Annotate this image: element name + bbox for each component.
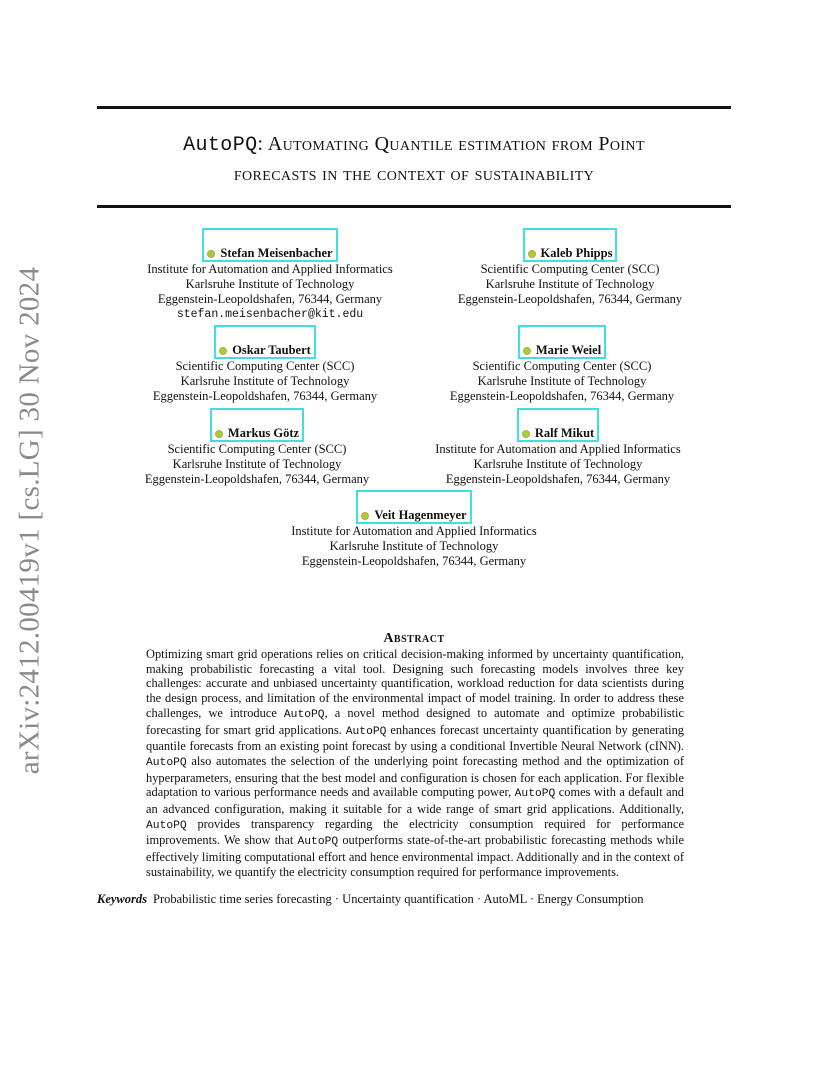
author-name-highlight — [518, 325, 606, 359]
author-affiliation: Karlsruhe Institute of Technology — [172, 457, 342, 471]
author-name-highlight — [214, 325, 316, 359]
author-affiliation: Eggenstein-Leopoldshafen, 76344, Germany — [301, 554, 527, 568]
orcid-icon[interactable] — [215, 430, 223, 438]
arxiv-stamp-text: arXiv:2412.00419v1 [cs.LG] 30 Nov 2024 — [13, 266, 46, 774]
abstract-text: enhances forecast uncertainty quantification by generating quantile forecasts from an existing point forecast by using a conditional Invertible Neural Network (cINN). — [146, 722, 685, 754]
author-affiliation: Eggenstein-Leopoldshafen, 76344, Germany — [457, 292, 683, 306]
abstract-text: comes with a default and an advanced configuration, making it suitable for a wide range of smart grid applications. Additionally, — [146, 785, 684, 817]
method-name: AutoPQ — [514, 788, 556, 801]
abstract-text: also automates the selection of the underlying point forecasting method and the optimization of hyperparameters, ensuring that the best model and configuration is chosen for each application. For flexible adaptation to various performance needs and available computing power, — [146, 753, 684, 800]
author-affiliation: Eggenstein-Leopoldshafen, 76344, Germany — [157, 292, 383, 306]
author-name: Marie Weiel — [535, 343, 602, 357]
title-method-name: AutoPQ — [183, 134, 258, 157]
author-name-highlight — [523, 228, 618, 262]
method-name: AutoPQ — [283, 708, 325, 721]
author-affiliation: Eggenstein-Leopoldshafen, 76344, Germany — [152, 389, 378, 403]
keywords-text: Probabilistic time series forecasting · Uncertainty quantification · AutoML · Energy Consumption — [153, 892, 644, 906]
author-block-5 — [107, 428, 407, 487]
method-name: AutoPQ — [345, 725, 387, 738]
author-block-3 — [115, 345, 415, 404]
method-name: AutoPQ — [297, 836, 339, 849]
abstract-text: provides transparency regarding the electricity consumption required for performance improvements. We show that — [146, 816, 684, 848]
author-name: Veit Hagenmeyer — [374, 508, 467, 522]
top-rule — [97, 106, 731, 109]
author-block-1 — [120, 248, 420, 322]
abstract-body — [146, 647, 684, 880]
author-affiliation: Karlsruhe Institute of Technology — [185, 277, 355, 291]
method-name: AutoPQ — [146, 756, 187, 769]
author-affiliation: Institute for Automation and Applied Informatics — [435, 442, 681, 456]
author-name-highlight — [517, 408, 599, 442]
author-block-6 — [408, 428, 708, 487]
arxiv-side-stamp — [6, 266, 54, 774]
author-affiliation: Scientific Computing Center (SCC) — [167, 442, 347, 456]
orcid-icon[interactable] — [528, 250, 536, 258]
author-block-2 — [420, 248, 720, 307]
author-affiliation: Eggenstein-Leopoldshafen, 76344, Germany — [449, 389, 675, 403]
title-line-1-rest: : Automating Quantile estimation from Point — [257, 133, 645, 155]
bottom-rule — [97, 205, 731, 208]
author-block-7 — [264, 510, 564, 569]
abstract-text: , a novel method designed to automate and optimize probabilistic forecasting for smart grid applications. — [146, 705, 684, 737]
abstract-text: Optimizing smart grid operations relies on critical decision-making informed by uncertainty quantification, making probabilistic forecasting a vital tool. Designing such forecasting models involves three key challenges: accurate and unbiased uncertainty quantification, workload reduction for data scientists during the design process, and limitation of the environmental impact of model training. In order to address these challenges, we introduce — [146, 647, 684, 720]
author-affiliation: Karlsruhe Institute of Technology — [477, 374, 647, 388]
author-affiliation: Eggenstein-Leopoldshafen, 76344, Germany — [445, 472, 671, 486]
author-name: Ralf Mikut — [534, 426, 595, 440]
author-name: Kaleb Phipps — [540, 246, 613, 260]
author-name-highlight — [356, 490, 471, 524]
paper-title — [97, 130, 731, 189]
author-name: Oskar Taubert — [232, 343, 311, 357]
abstract-heading: Abstract — [383, 631, 445, 646]
orcid-icon[interactable] — [523, 347, 531, 355]
author-name: Stefan Meisenbacher — [220, 246, 333, 260]
orcid-icon[interactable] — [361, 512, 369, 520]
abstract-text: outperforms state-of-the-art probabilistic forecasting methods while effectively limiting computational effort and hence environmental impact. Additionally and in the context of sustainability, we quantify the electricity consumption required for performance improvements. — [146, 833, 684, 879]
author-affiliation: Karlsruhe Institute of Technology — [329, 539, 499, 553]
title-line-1 — [97, 130, 731, 160]
author-affiliation: Institute for Automation and Applied Informatics — [291, 524, 537, 538]
author-affiliation: Karlsruhe Institute of Technology — [180, 374, 350, 388]
orcid-icon[interactable] — [219, 347, 227, 355]
keywords-label: Keywords — [97, 892, 147, 906]
author-affiliation: Karlsruhe Institute of Technology — [485, 277, 655, 291]
author-affiliation: Scientific Computing Center (SCC) — [175, 359, 355, 373]
author-name-highlight — [210, 408, 304, 442]
title-line-2: forecasts in the context of sustainability — [233, 163, 595, 185]
orcid-icon[interactable] — [207, 250, 215, 258]
author-affiliation: Institute for Automation and Applied Informatics — [147, 262, 393, 276]
author-block-4 — [412, 345, 712, 404]
author-affiliation: Eggenstein-Leopoldshafen, 76344, Germany — [144, 472, 370, 486]
author-email[interactable]: stefan.meisenbacher@kit.edu — [176, 308, 364, 321]
orcid-icon[interactable] — [522, 430, 530, 438]
method-name: AutoPQ — [146, 819, 187, 832]
author-affiliation: Scientific Computing Center (SCC) — [480, 262, 660, 276]
author-affiliation: Karlsruhe Institute of Technology — [473, 457, 643, 471]
author-name: Markus Götz — [227, 426, 300, 440]
author-name-highlight — [202, 228, 337, 262]
keywords-line — [97, 892, 644, 907]
author-affiliation: Scientific Computing Center (SCC) — [472, 359, 652, 373]
